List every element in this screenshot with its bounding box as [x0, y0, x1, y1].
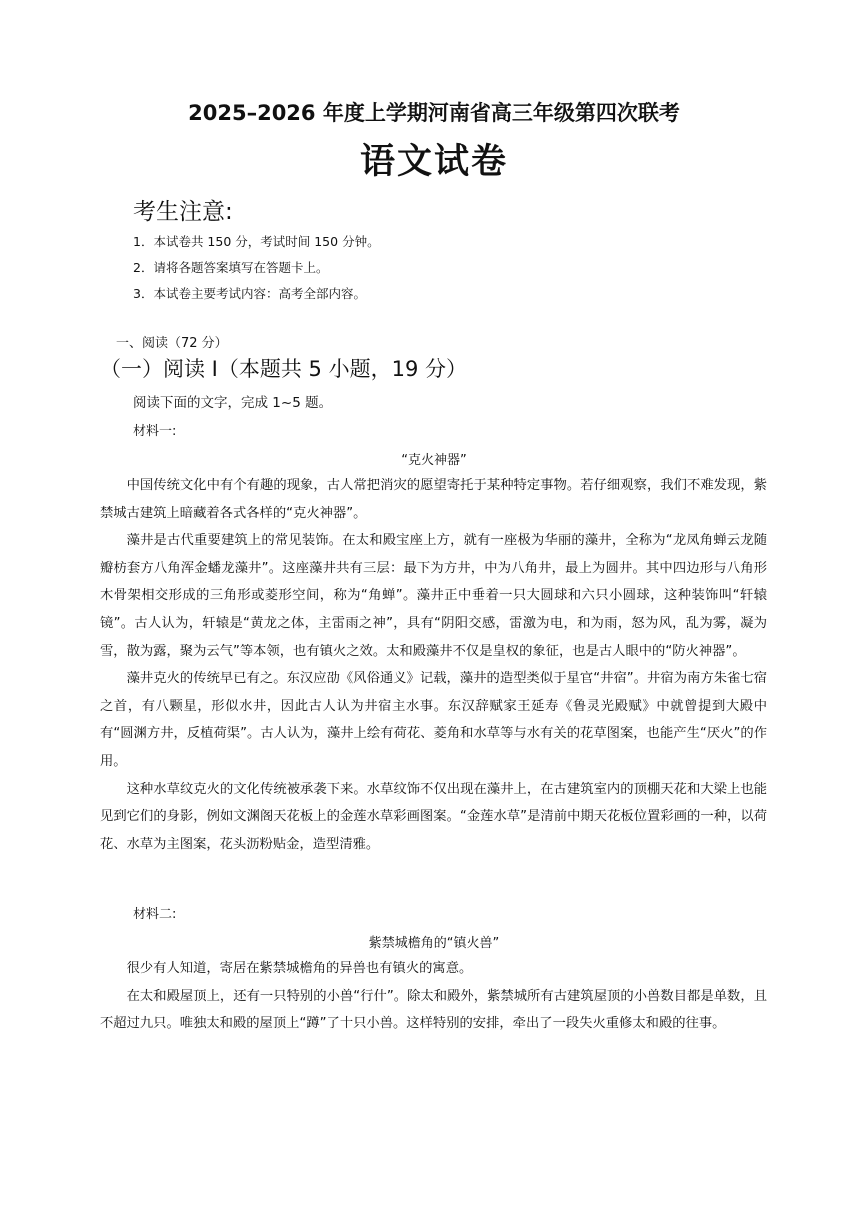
material2-label: 材料二:	[133, 907, 177, 922]
notice-item: 2．请将各题答案填写在答题卡上。	[133, 260, 329, 275]
material2-body	[100, 955, 767, 1038]
exam-title: 2025–2026 年度上学期河南省高三年级第四次联考	[188, 101, 680, 125]
paragraph: 中国传统文化中有个有趣的现象，古人常把消灾的愿望寄托于某种特定事物。若仔细观察，我们不难发现，紫禁城古建筑上暗藏着各式各样的“克火神器”。	[100, 478, 767, 521]
instruction-text: 阅读下面的文字，完成 1~5 题。	[133, 395, 333, 411]
notice-heading: 考生注意:	[133, 199, 233, 225]
section-title: 一、阅读（72 分）	[116, 336, 228, 351]
paragraph: 在太和殿屋顶上，还有一只特别的小兽“行什”。除太和殿外，紫禁城所有古建筑屋顶的小兽数目都是单数，且不超过九只。唯独太和殿的屋顶上“蹲”了十只小兽。这样特别的安排，牵出了一段失火重修太和殿的往事。	[100, 988, 767, 1032]
notice-list	[133, 232, 380, 310]
notice-item: 3．本试卷主要考试内容：高考全部内容。	[133, 286, 366, 301]
paragraph: 藻井克火的传统早已有之。东汉应劭《风俗通义》记载，藻井的造型类似于星官“井宿”。井宿为南方朱雀七宿之首，有八颗星，形似水井，因此古人认为井宿主水事。东汉辞赋家王延寿《鲁灵光殿赋》中就曾提到大殿中有“圆渊方井，反植荷渠”。古人认为，藻井上绘有荷花、菱角和水草等与水有关的花草图案，也能产生“厌火”的作用。	[100, 671, 767, 769]
subsection-title: （一）阅读 I（本题共 5 小题，19 分）	[100, 357, 467, 381]
paragraph: 这种水草纹克火的文化传统被承袭下来。水草纹饰不仅出现在藻井上，在古建筑室内的顶棚天花和大梁上也能见到它们的身影，例如文渊阁天花板上的金莲水草彩画图案。“金莲水草”是清前中期天花板位置彩画的一种，以荷花、水草为主图案，花头沥粉贴金，造型清雅。	[100, 781, 767, 852]
material1-title: “克火神器”	[401, 453, 467, 468]
subject-title: 语文试卷	[359, 141, 508, 182]
material1-body	[100, 472, 767, 858]
material2-title: 紫禁城檐角的“镇火兽”	[368, 936, 500, 951]
notice-item: 1．本试卷共 150 分，考试时间 150 分钟。	[133, 234, 380, 249]
paragraph: 藻井是古代重要建筑上的常见装饰。在太和殿宝座上方，就有一座极为华丽的藻井，全称为“龙凤角蝉云龙随瓣枋套方八角浑金蟠龙藻井”。这座藻井共有三层：最下为方井，中为八角井，最上为圆井。其中四边形与八角形木骨架相交形成的三角形或菱形空间，称为“角蝉”。藻井正中垂着一只大圆球和六只小圆球，这种装饰叫“轩辕镜”。古人认为，轩辕是“黄龙之体，主雷雨之神”，具有“阴阳交感，雷激为电，和为雨，怒为风，乱为雾，凝为雪，散为露，聚为云气”等本领，也有镇火之效。太和殿藻井不仅是皇权的象征，也是古人眼中的“防火神器”。	[100, 533, 767, 659]
paragraph: 很少有人知道，寄居在紫禁城檐角的异兽也有镇火的寓意。	[126, 961, 473, 976]
material1-label: 材料一:	[133, 424, 177, 439]
